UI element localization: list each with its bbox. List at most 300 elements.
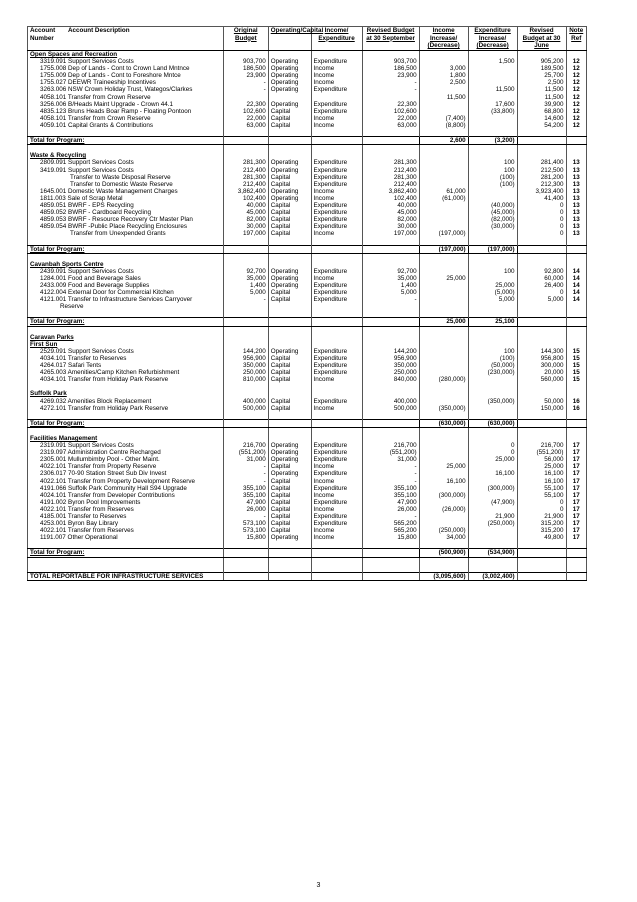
row-oc: Operating [268, 58, 311, 65]
spacer-cell [468, 557, 517, 565]
row-rev: 82,000 [362, 216, 419, 223]
row-description: 4835.123 Bruns Heads Boar Ramp - Floating Pontoon [40, 107, 192, 115]
table-row [28, 72, 587, 79]
table-row [28, 478, 587, 485]
row-description: 2305.001 Mullumbimby Pool - Other Maint. [40, 456, 160, 464]
row-exp [468, 478, 517, 485]
row-jun: 189,500 [517, 65, 566, 72]
row-exp [468, 506, 517, 513]
row-jun: 55,100 [517, 492, 566, 499]
program-total-label: Total for Program: [28, 419, 224, 427]
program-total-expenditure: (630,000) [468, 419, 517, 427]
row-ie: Expenditure [311, 268, 362, 275]
row-rev: 903,700 [362, 58, 419, 65]
empty-cell [419, 152, 468, 159]
row-jun: 0 [517, 223, 566, 230]
empty-cell [268, 152, 311, 159]
empty-cell [517, 318, 566, 326]
spacer-cell [28, 237, 224, 245]
spacer-cell [268, 129, 311, 137]
table-row [28, 108, 587, 115]
row-budget: 144,200 [223, 348, 268, 355]
row-jun: 16,100 [517, 470, 566, 477]
row-oc: Capital [268, 115, 311, 122]
table-row [28, 513, 587, 520]
row-note: 13 [566, 181, 586, 188]
budget-table [27, 26, 587, 581]
row-oc: Operating [268, 456, 311, 463]
spacer-cell [311, 326, 362, 334]
row-note: 12 [566, 122, 586, 129]
spacer-cell [566, 145, 586, 153]
row-description: 4022.101 Transfer from Property Reserve [40, 463, 157, 471]
row-jun: 956,800 [517, 355, 566, 362]
row-description: 2809.091 Support Services Costs [40, 159, 134, 167]
row-oc: Operating [268, 188, 311, 195]
row-rev: 45,000 [362, 209, 419, 216]
row-oc [268, 94, 311, 101]
empty-cell [223, 245, 268, 253]
row-description: 4034.101 Transfer from Holiday Park Reserve [40, 376, 169, 384]
table-row [28, 527, 587, 534]
empty-cell [362, 51, 419, 59]
row-oc: Capital [268, 398, 311, 405]
program-total-expenditure: (534,900) [468, 549, 517, 557]
spacer-cell [311, 557, 362, 565]
row-note: 17 [566, 456, 586, 463]
row-oc: Capital [268, 362, 311, 369]
table-row [28, 94, 587, 101]
spacer-cell [268, 145, 311, 153]
row-inc [419, 362, 468, 369]
row-exp [468, 94, 517, 101]
row-rev: - [362, 478, 419, 485]
table-row [28, 115, 587, 122]
row-note: 12 [566, 108, 586, 115]
row-inc [419, 456, 468, 463]
table-row [28, 405, 587, 412]
row-inc [419, 58, 468, 65]
row-rev: 216,700 [362, 442, 419, 449]
row-inc [419, 449, 468, 456]
row-budget: 355,100 [223, 485, 268, 492]
row-description: 2433.009 Food and Beverage Supplies [40, 282, 150, 289]
row-rev: - [362, 463, 419, 470]
table-row [28, 376, 587, 383]
row-ie: Income [311, 534, 362, 541]
empty-cell [311, 245, 362, 253]
spacer-cell [223, 427, 268, 435]
spacer-cell [517, 326, 566, 334]
empty-cell [517, 341, 566, 348]
row-ie: Income [311, 230, 362, 237]
spacer-cell [362, 310, 419, 318]
spacer-cell [362, 557, 419, 565]
row-ie: Income [311, 527, 362, 534]
row-oc: Operating [268, 348, 311, 355]
spacer-cell [419, 145, 468, 153]
row-rev: 3,862,400 [362, 188, 419, 195]
row-exp: 100 [468, 159, 517, 166]
row-ie: Expenditure [311, 101, 362, 108]
empty-cell [517, 51, 566, 59]
row-budget: 281,300 [223, 174, 268, 181]
spacer-cell [362, 237, 419, 245]
empty-cell [419, 390, 468, 397]
row-inc [419, 282, 468, 289]
spacer-cell [468, 326, 517, 334]
row-description: 4859.053 BWRF - Resource Recovery Ctr Master Plan [40, 216, 193, 224]
row-description: 1811.003 Sale of Scrap Metal [40, 194, 123, 202]
row-inc: 25,000 [419, 275, 468, 282]
spacer-cell [311, 383, 362, 390]
empty-cell [268, 572, 311, 580]
section-subtitle [28, 341, 587, 348]
row-note: 16 [566, 405, 586, 412]
spacer-cell [468, 310, 517, 318]
row-oc: Capital [268, 230, 311, 237]
row-note: 13 [566, 223, 586, 230]
spacer-row [28, 383, 587, 390]
spacer-cell [28, 310, 224, 318]
row-note: 12 [566, 94, 586, 101]
empty-cell [468, 390, 517, 397]
spacer-cell [28, 541, 224, 549]
spacer-cell [28, 565, 224, 573]
spacer-cell [311, 129, 362, 137]
table-row [28, 101, 587, 108]
row-jun [517, 303, 566, 310]
row-note: 13 [566, 209, 586, 216]
row-oc: Operating [268, 101, 311, 108]
spacer-cell [268, 237, 311, 245]
row-ie: Expenditure [311, 202, 362, 209]
row-inc: (250,000) [419, 527, 468, 534]
row-inc [419, 369, 468, 376]
empty-cell [362, 572, 419, 580]
spacer-cell [419, 541, 468, 549]
empty-cell [517, 261, 566, 268]
row-oc: Capital [268, 513, 311, 520]
program-total-row [28, 245, 587, 253]
program-total-expenditure: (197,000) [468, 245, 517, 253]
row-jun: 0 [517, 202, 566, 209]
spacer-cell [28, 129, 224, 137]
row-oc: Capital [268, 405, 311, 412]
row-jun: 0 [517, 289, 566, 296]
row-exp: 0 [468, 442, 517, 449]
spacer-cell [517, 253, 566, 261]
row-ie: Income [311, 122, 362, 129]
row-exp: (45,000) [468, 209, 517, 216]
table-row [28, 456, 587, 463]
header-income-increase: Income Increase/ (Decrease) [419, 27, 468, 51]
empty-cell [566, 137, 586, 145]
spacer-cell [419, 326, 468, 334]
row-budget: 102,600 [223, 108, 268, 115]
row-jun: 16,100 [517, 478, 566, 485]
row-inc [419, 289, 468, 296]
row-rev: 22,300 [362, 101, 419, 108]
row-note: 17 [566, 499, 586, 506]
row-note [566, 303, 586, 310]
row-ie: Expenditure [311, 499, 362, 506]
spacer-cell [311, 541, 362, 549]
budget-table-body [28, 51, 587, 581]
table-row [28, 506, 587, 513]
row-ie: Expenditure [311, 398, 362, 405]
empty-cell [566, 51, 586, 59]
row-budget: 22,000 [223, 115, 268, 122]
row-jun: 39,900 [517, 101, 566, 108]
row-budget: 573,100 [223, 520, 268, 527]
empty-cell [311, 51, 362, 59]
empty-cell [566, 435, 586, 442]
row-ie: Expenditure [311, 470, 362, 477]
row-oc: Capital [268, 485, 311, 492]
table-row [28, 195, 587, 202]
row-exp [468, 65, 517, 72]
row-jun: 212,300 [517, 181, 566, 188]
row-exp [468, 195, 517, 202]
empty-cell [311, 549, 362, 557]
table-row [28, 449, 587, 456]
empty-cell [362, 318, 419, 326]
row-rev: 30,000 [362, 223, 419, 230]
row-note: 13 [566, 202, 586, 209]
empty-cell [223, 572, 268, 580]
spacer-cell [223, 383, 268, 390]
row-inc [419, 174, 468, 181]
spacer-cell [517, 557, 566, 565]
spacer-cell [517, 383, 566, 390]
empty-cell [311, 435, 362, 442]
table-row [28, 188, 587, 195]
header-revised-june: Revised Budget at 30 June [517, 27, 566, 51]
row-note: 17 [566, 449, 586, 456]
empty-cell [517, 572, 566, 580]
empty-cell [268, 334, 311, 341]
row-description: 2306.017 70-90 Station Street Sub Div Invest [40, 470, 167, 478]
row-jun: 150,000 [517, 405, 566, 412]
empty-cell [362, 261, 419, 268]
row-exp: 11,500 [468, 86, 517, 93]
empty-cell [223, 549, 268, 557]
spacer-cell [223, 412, 268, 420]
row-rev: - [362, 470, 419, 477]
row-ie: Income [311, 376, 362, 383]
spacer-cell [311, 310, 362, 318]
row-inc: (8,800) [419, 122, 468, 129]
row-ie: Expenditure [311, 520, 362, 527]
spacer-cell [419, 253, 468, 261]
spacer-cell [566, 541, 586, 549]
table-row [28, 499, 587, 506]
program-total-row [28, 549, 587, 557]
row-jun: 55,100 [517, 485, 566, 492]
row-jun: 3,923,400 [517, 188, 566, 195]
row-description: 4859.052 BWRF - Cardboard Recycling [40, 209, 151, 217]
table-row [28, 216, 587, 223]
section-title [28, 334, 587, 341]
row-inc [419, 101, 468, 108]
section-title [28, 435, 587, 442]
row-exp [468, 72, 517, 79]
row-description: 2529.091 Support Services Costs [40, 347, 134, 355]
row-budget: - [223, 86, 268, 93]
row-budget: 15,800 [223, 534, 268, 541]
spacer-cell [517, 129, 566, 137]
row-oc: Capital [268, 520, 311, 527]
row-jun: 0 [517, 216, 566, 223]
row-inc: (300,000) [419, 492, 468, 499]
row-ie: Expenditure [311, 282, 362, 289]
row-exp [468, 115, 517, 122]
row-ie: Expenditure [311, 355, 362, 362]
row-description: 3319.091 Support Services Costs [40, 58, 134, 66]
row-budget: 250,000 [223, 369, 268, 376]
row-description: 4859.054 BWRF -Public Place Recycling Enclosures [40, 223, 187, 231]
row-budget: 186,500 [223, 65, 268, 72]
spacer-cell [28, 253, 224, 261]
spacer-cell [362, 383, 419, 390]
row-budget: 23,900 [223, 72, 268, 79]
empty-cell [566, 318, 586, 326]
section-title [28, 152, 587, 159]
row-inc [419, 108, 468, 115]
row-oc: Capital [268, 209, 311, 216]
spacer-cell [468, 383, 517, 390]
row-ie: Expenditure [311, 513, 362, 520]
row-inc: (280,000) [419, 376, 468, 383]
empty-cell [268, 549, 311, 557]
row-inc [419, 398, 468, 405]
row-budget: 3,862,400 [223, 188, 268, 195]
row-jun: 0 [517, 499, 566, 506]
row-ie: Expenditure [311, 58, 362, 65]
row-description: Transfer from Unexpended Grants [70, 230, 166, 238]
spacer-cell [419, 383, 468, 390]
row-jun: 212,500 [517, 167, 566, 174]
spacer-cell [223, 253, 268, 261]
row-jun: 21,900 [517, 513, 566, 520]
row-ie: Expenditure [311, 296, 362, 303]
row-jun: 300,000 [517, 362, 566, 369]
row-jun: 68,800 [517, 108, 566, 115]
row-description: 4269.032 Amenities Block Replacement [40, 397, 152, 405]
spacer-cell [28, 412, 224, 420]
empty-cell [223, 318, 268, 326]
row-exp: 5,000 [468, 296, 517, 303]
row-inc [419, 159, 468, 166]
row-description: 4058.101 Transfer from Crown Reserve [40, 114, 151, 122]
section-title-label: Caravan Parks [30, 333, 74, 341]
row-inc [419, 216, 468, 223]
table-row [28, 181, 587, 188]
spacer-cell [517, 145, 566, 153]
empty-cell [268, 245, 311, 253]
spacer-cell [223, 565, 268, 573]
row-rev: 102,600 [362, 108, 419, 115]
row-budget: 22,300 [223, 101, 268, 108]
row-description: Transfer to Waste Disposal Reserve [70, 173, 171, 181]
row-rev: 500,000 [362, 405, 419, 412]
row-inc [419, 470, 468, 477]
spacer-cell [268, 427, 311, 435]
row-budget: 400,000 [223, 398, 268, 405]
row-budget: 355,100 [223, 492, 268, 499]
header-note-ref: Note Ref [566, 27, 586, 51]
spacer-cell [268, 326, 311, 334]
program-total-income: (630,000) [419, 419, 468, 427]
row-jun: 0 [517, 209, 566, 216]
table-row [28, 65, 587, 72]
row-rev: 400,000 [362, 398, 419, 405]
spacer-cell [419, 427, 468, 435]
row-inc [419, 348, 468, 355]
section-title-label: Open Spaces and Recreation [30, 51, 118, 58]
row-rev: 47,900 [362, 499, 419, 506]
empty-cell [419, 51, 468, 59]
spacer-cell [28, 557, 224, 565]
row-ie: Expenditure [311, 289, 362, 296]
spacer-cell [268, 541, 311, 549]
row-inc [419, 499, 468, 506]
row-ie: Expenditure [311, 181, 362, 188]
row-description: 4253.001 Byron Bay Library [40, 520, 119, 528]
table-row [28, 174, 587, 181]
row-exp: 100 [468, 268, 517, 275]
row-budget: 350,000 [223, 362, 268, 369]
row-rev: 565,200 [362, 527, 419, 534]
table-row [28, 58, 587, 65]
empty-cell [223, 137, 268, 145]
row-jun: (551,200) [517, 449, 566, 456]
row-jun: 60,000 [517, 275, 566, 282]
empty-cell [566, 341, 586, 348]
row-rev: 355,100 [362, 492, 419, 499]
row-exp: (47,900) [468, 499, 517, 506]
row-exp [468, 122, 517, 129]
empty-cell [517, 549, 566, 557]
section-title-label: Facilities Management [30, 434, 98, 442]
row-exp [468, 275, 517, 282]
row-description: 1284.001 Food and Beverage Sales [40, 274, 141, 282]
spacer-cell [566, 383, 586, 390]
spacer-cell [419, 412, 468, 420]
empty-cell [362, 390, 419, 397]
empty-cell [566, 419, 586, 427]
row-description: 4024.101 Transfer from Developer Contributions [40, 491, 175, 499]
row-oc: Capital [268, 108, 311, 115]
row-inc [419, 355, 468, 362]
row-rev: 144,200 [362, 348, 419, 355]
row-ie: Expenditure [311, 167, 362, 174]
row-rev: 956,900 [362, 355, 419, 362]
row-note: 13 [566, 174, 586, 181]
row-inc [419, 442, 468, 449]
program-total-expenditure: (3,200) [468, 137, 517, 145]
spacer-cell [419, 237, 468, 245]
row-description: 1755.009 Dep of Lands - Cont to Foreshore Mntce [40, 72, 181, 80]
spacer-cell [28, 145, 224, 153]
row-ie: Expenditure [311, 86, 362, 93]
empty-cell [268, 51, 311, 59]
row-budget [223, 303, 268, 310]
row-ie: Income [311, 72, 362, 79]
program-total-income: 2,600 [419, 137, 468, 145]
section-title [28, 261, 587, 268]
